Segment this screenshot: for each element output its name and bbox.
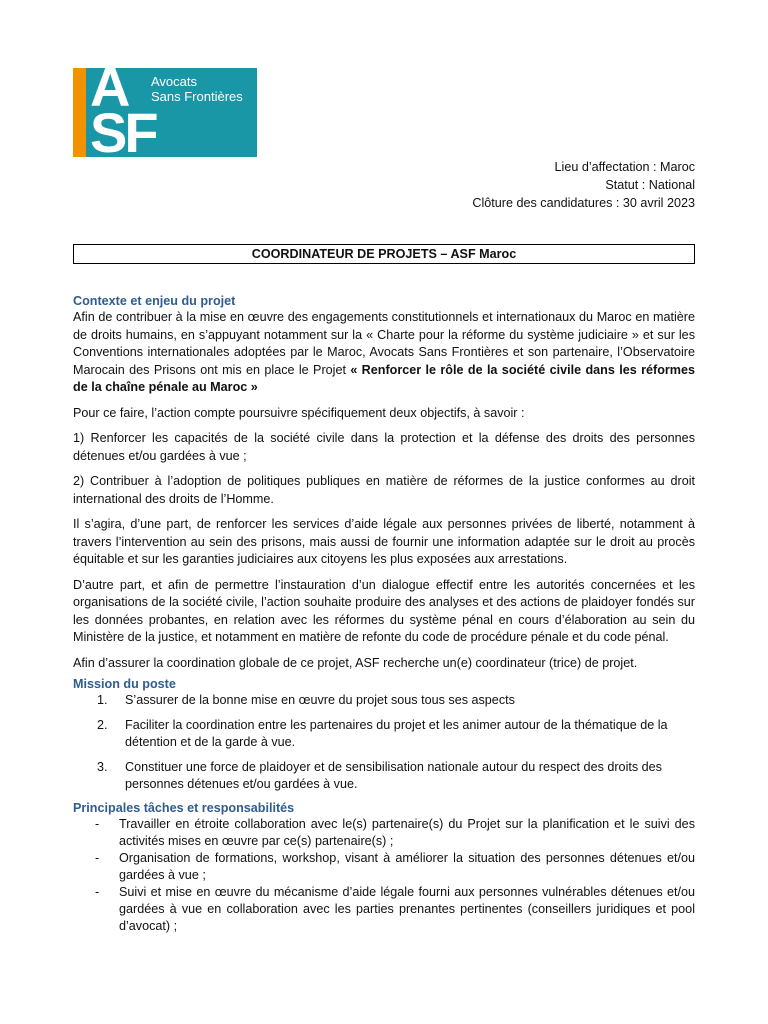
tasks-heading: Principales tâches et responsabilités xyxy=(73,800,295,815)
document-body xyxy=(73,293,695,935)
logo-org-name xyxy=(151,74,243,104)
list-dash: - xyxy=(95,816,100,831)
context-paragraph-7: Afin d’assurer la coordination globale de ce projet, ASF recherche un(e) coordinateur (trice) de projet. xyxy=(73,655,638,670)
logo-org-line1: Avocats xyxy=(151,74,198,89)
logo-letter-a: A xyxy=(90,55,129,118)
list-dash: - xyxy=(95,884,100,899)
context-paragraph-6: D’autre part, et afin de permettre l’instauration d’un dialogue effectif entre les autorités concernées et les organisations de la société civile, l’action souhaite produire des analyses et des actions de plaidoyer fondés sur les données probantes, en relation avec les réformes du système pénal en cours d’élaboration au sein du Ministère de la justice, et notamment en matière de refonte du code de procédure pénale et du code pénal. xyxy=(73,577,695,644)
context-heading: Contexte et enjeu du projet xyxy=(73,294,236,308)
list-item xyxy=(73,884,695,935)
list-item xyxy=(73,717,695,752)
job-meta xyxy=(472,158,695,212)
job-location: Lieu d’affectation : Maroc xyxy=(554,160,695,174)
list-item xyxy=(73,692,695,710)
list-item xyxy=(73,850,695,884)
asf-logo xyxy=(73,55,257,164)
list-number: 3. xyxy=(97,759,108,774)
list-number: 1. xyxy=(97,693,108,707)
job-title: COORDINATEUR DE PROJETS – ASF Maroc xyxy=(73,244,695,264)
objective-1: 1) Renforcer les capacités de la société civile dans la protection et la défense des droits des personnes détenues et/ou gardées à vue ; xyxy=(73,431,695,463)
logo-org-line2: Sans Frontières xyxy=(151,89,243,104)
logo-orange-stripe xyxy=(73,68,86,157)
list-item-text: S’assurer de la bonne mise en œuvre du projet sous tous ses aspects xyxy=(125,693,515,707)
list-item-text: Suivi et mise en œuvre du mécanisme d’aide légale fourni aux personnes vulnérables détenues et/ou gardées à vue en collaboration avec les parties prenantes pertinentes (conseillers juridiques et pool d’avocat) ; xyxy=(119,884,695,933)
context-p1-text: Afin de contribuer à la mise en œuvre des engagements constitutionnels et internationaux du Maroc en matière de droits humains, en s’appuyant notamment sur la « Charte pour la réforme du système judiciaire » et sur les Conventions internationales adoptées par le Maroc, Avocats Sans Frontières et son partenaire, l’Observatoire Marocain des Prisons ont mis en place le Projet xyxy=(73,310,695,377)
list-item-text: Constituer une force de plaidoyer et de sensibilisation nationale autour du respect des droits des personnes détenues et/ou gardées à vue. xyxy=(125,759,662,791)
objective-2: 2) Contribuer à l’adoption de politiques publiques en matière de réformes de la justice conformes au droit international des droits de l’Homme. xyxy=(73,474,695,506)
list-item-text: Travailler en étroite collaboration avec le(s) partenaire(s) du Projet sur la planification et le suivi des activités mises en œuvre par ce(s) partenaire(s) ; xyxy=(119,816,695,848)
list-item xyxy=(73,816,695,850)
application-deadline: Clôture des candidatures : 30 avril 2023 xyxy=(472,196,695,210)
job-status: Statut : National xyxy=(605,178,695,192)
mission-list xyxy=(73,692,695,794)
context-paragraph-1 xyxy=(73,309,695,397)
list-item-text: Faciliter la coordination entre les partenaires du projet et les animer autour de la thématique de la détention et de la garde à vue. xyxy=(125,717,668,749)
list-item xyxy=(73,759,695,794)
list-number: 2. xyxy=(97,717,108,732)
list-dash: - xyxy=(95,850,100,865)
list-item-text: Organisation de formations, workshop, visant à améliorer la situation des personnes détenues et/ou gardées à vue ; xyxy=(119,850,695,882)
context-paragraph-5: Il s’agira, d’une part, de renforcer les services d’aide légale aux personnes privées de liberté, notamment à travers l’intervention au sein des prisons, mais aussi de fournir une information adaptée sur le droit au procès équitable et sur les garanties judiciaires aux citoyens les plus exposées aux arrestations. xyxy=(73,517,695,566)
context-paragraph-2: Pour ce faire, l’action compte poursuivre spécifiquement deux objectifs, à savoir : xyxy=(73,405,525,420)
tasks-list xyxy=(73,816,695,935)
mission-heading: Mission du poste xyxy=(73,677,176,691)
project-name: « Renforcer le rôle de la société civile dans les réformes de la chaîne pénale au Maroc » xyxy=(73,362,695,394)
logo-letters-sf: SF xyxy=(90,101,156,164)
